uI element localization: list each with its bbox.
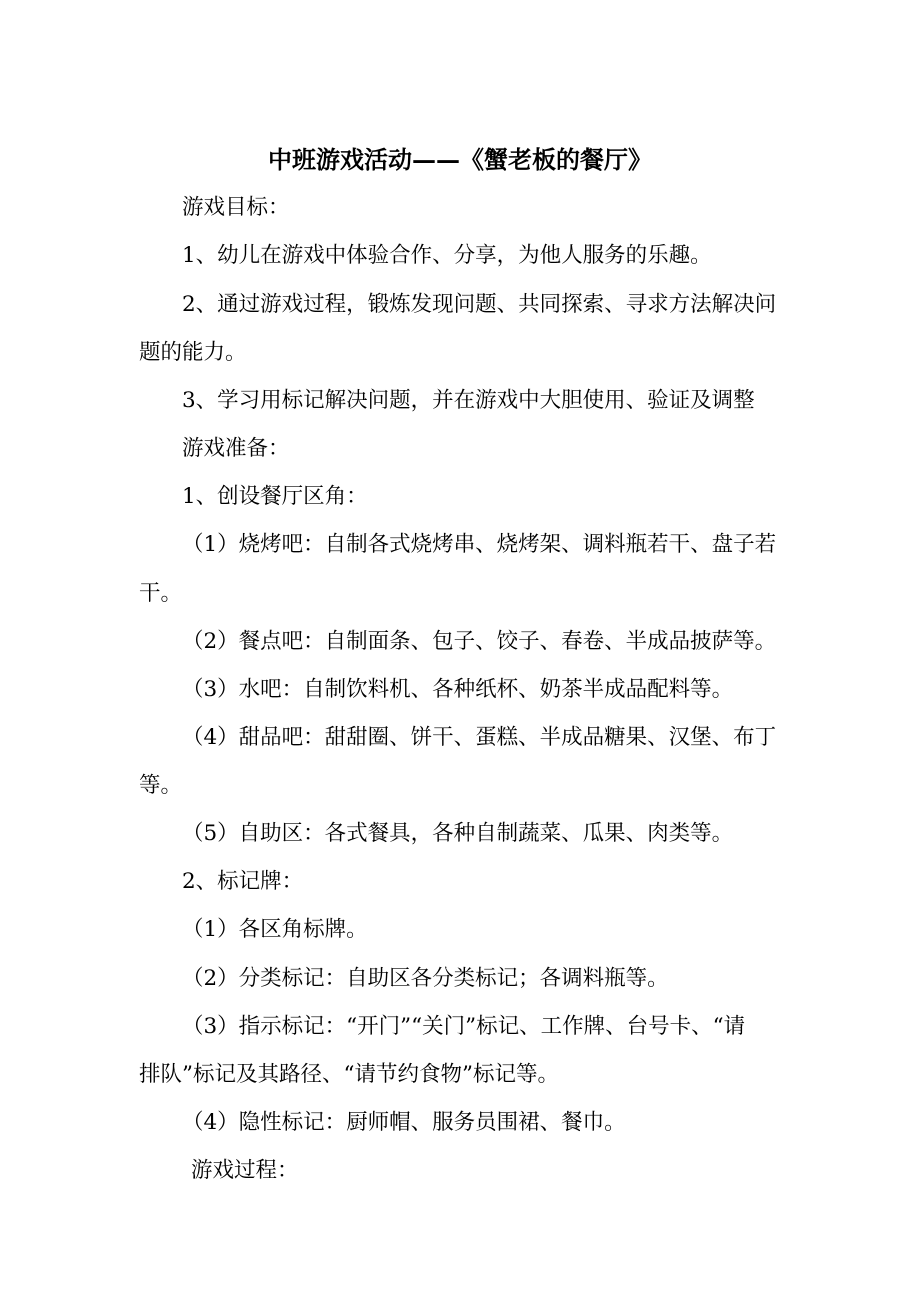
paragraph-line: 等。	[139, 773, 183, 798]
paragraph-line: （5）自助区：各式餐具，各种自制蔬菜、瓜果、肉类等。	[182, 821, 734, 846]
paragraph-line: （2）分类标记：自助区各分类标记；各调料瓶等。	[182, 966, 669, 991]
section-heading-goals: 游戏目标：	[182, 195, 290, 220]
paragraph-line: 2、标记牌：	[182, 869, 304, 894]
paragraph-line: （4）隐性标记：厨师帽、服务员围裙、餐巾。	[182, 1110, 626, 1135]
paragraph-line: 3、学习用标记解决问题，并在游戏中大胆使用、验证及调整	[182, 388, 755, 413]
section-heading-process: 游戏过程：	[191, 1158, 299, 1183]
paragraph-line: 排队”标记及其路径、“请节约食物”标记等。	[139, 1062, 559, 1087]
paragraph-line: （2）餐点吧：自制面条、包子、饺子、春卷、半成品披萨等。	[182, 629, 777, 654]
section-heading-preparation: 游戏准备：	[182, 436, 290, 461]
document-title: 中班游戏活动——《蟹老板的餐厅》	[268, 145, 652, 174]
paragraph-line: （1）各区角标牌。	[182, 917, 368, 942]
paragraph-line: 干。	[139, 581, 183, 606]
paragraph-line: 1、创设餐厅区角：	[182, 484, 368, 509]
paragraph-line: （3）指示标记：“开门”“关门”标记、工作牌、台号卡、“请	[182, 1014, 746, 1039]
paragraph-line: （3）水吧：自制饮料机、各种纸杯、奶茶半成品配料等。	[182, 677, 734, 702]
paragraph-line: （4）甜品吧：甜甜圈、饼干、蛋糕、半成品糖果、汉堡、布丁	[182, 725, 777, 750]
paragraph-line: 题的能力。	[139, 340, 247, 365]
paragraph-line: （1）烧烤吧：自制各式烧烤串、烧烤架、调料瓶若干、盘子若	[182, 532, 777, 557]
paragraph-line: 2、通过游戏过程，锻炼发现问题、共同探索、寻求方法解决问	[182, 292, 777, 317]
paragraph-line: 1、幼儿在游戏中体验合作、分享，为他人服务的乐趣。	[182, 243, 712, 268]
